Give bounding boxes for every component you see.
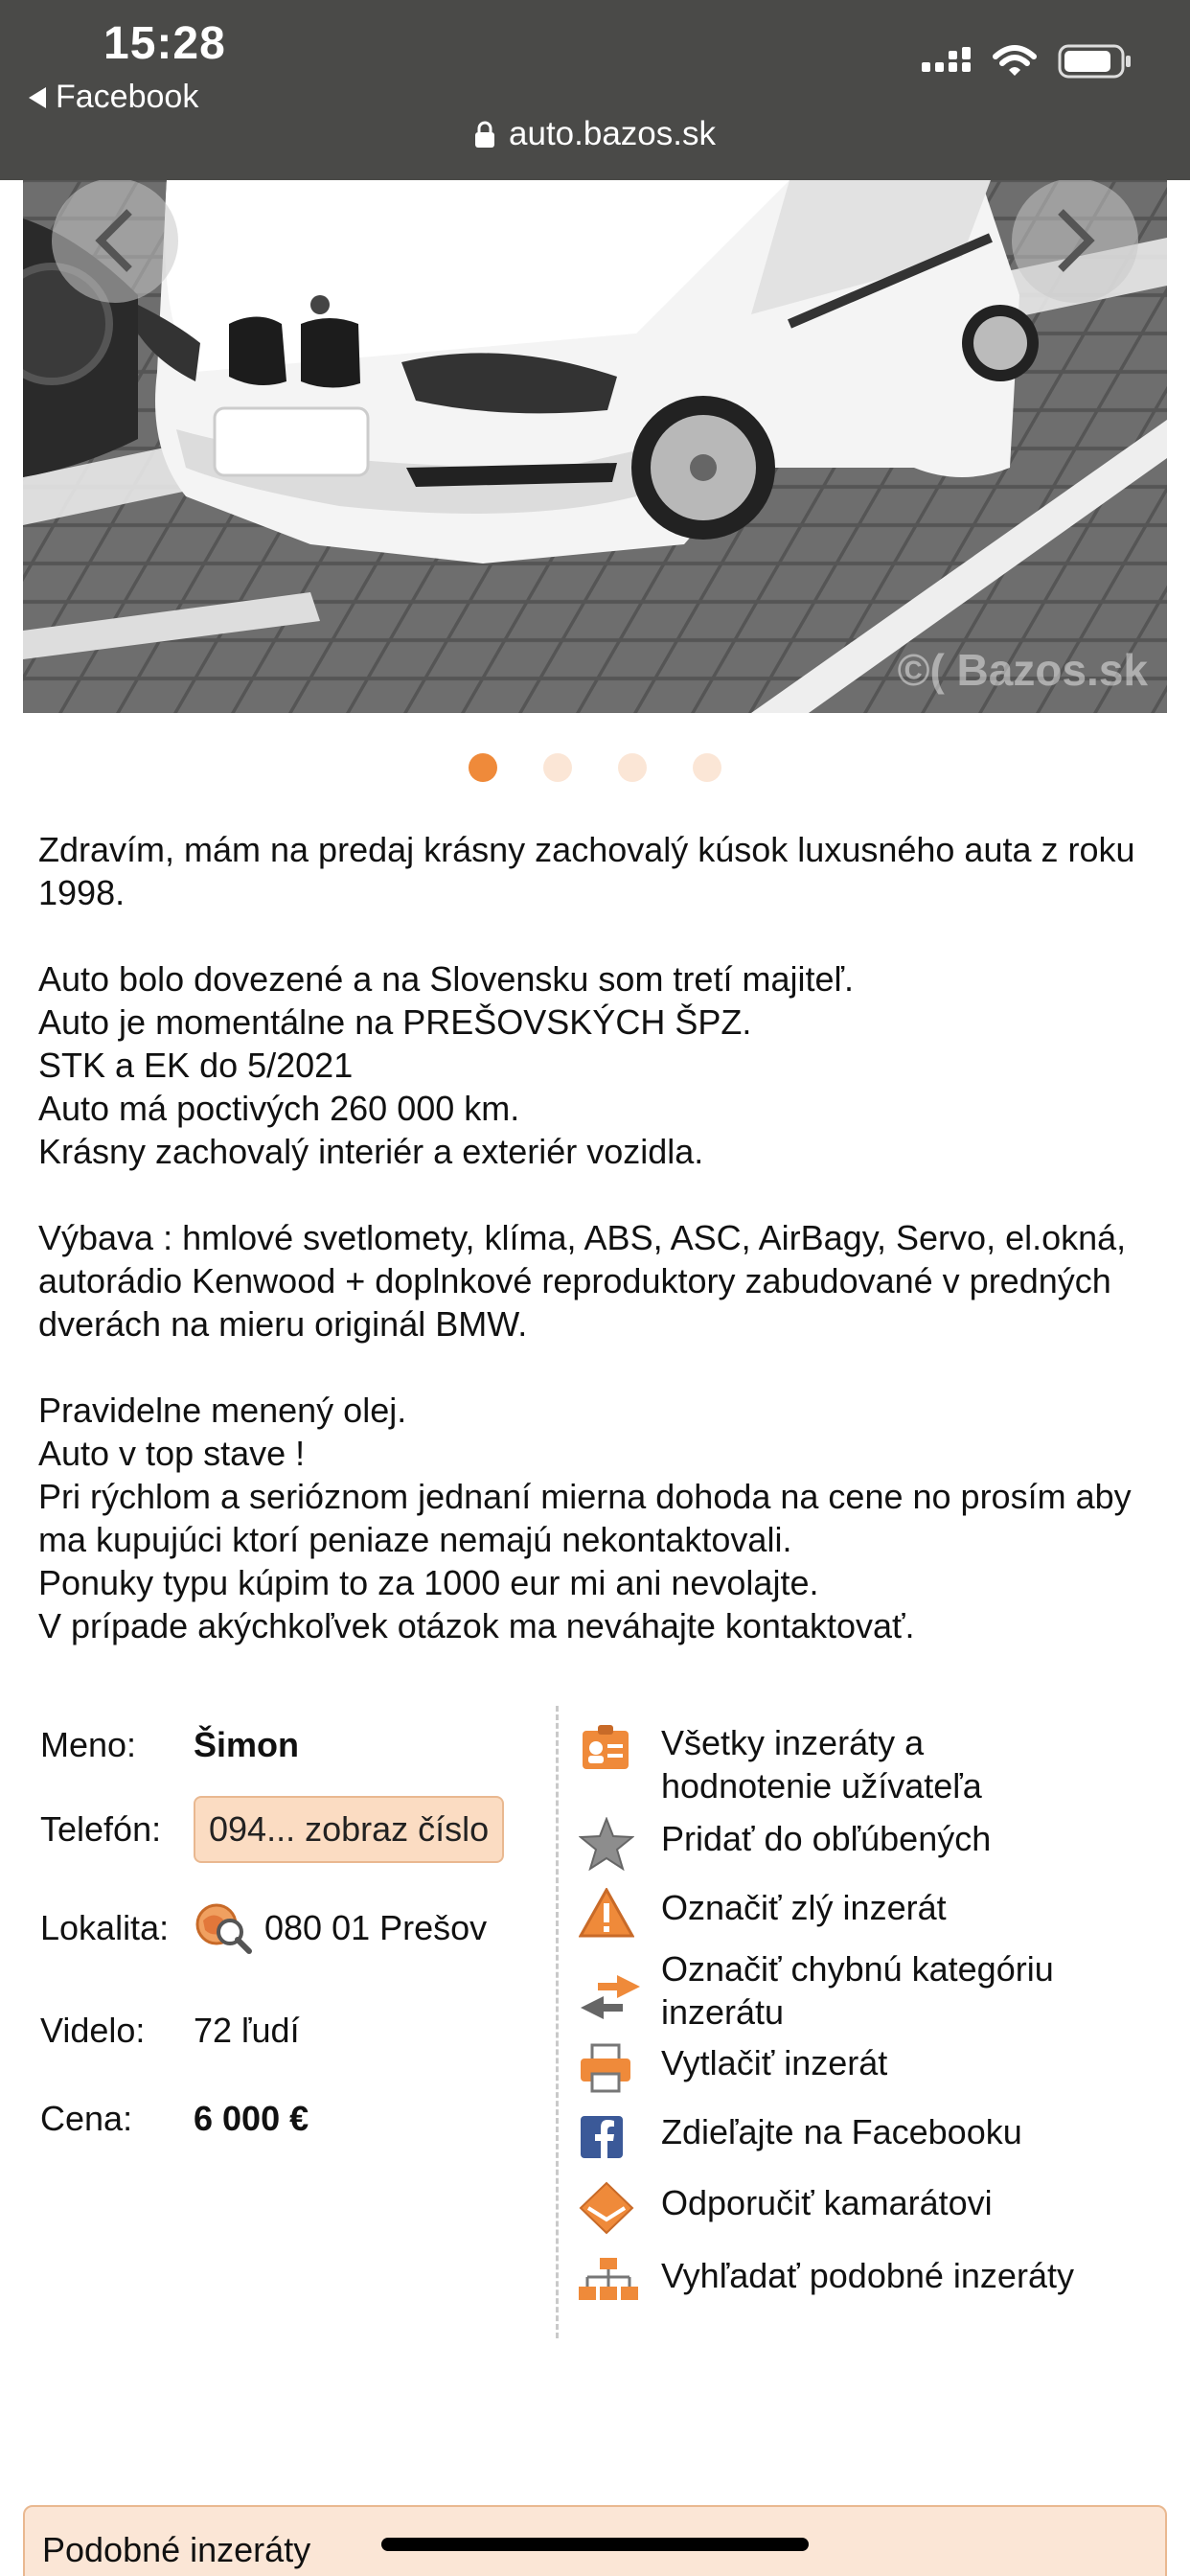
action-label: Všetky inzeráty a hodnotenie užívateľa xyxy=(661,1723,982,1806)
description-paragraph: Auto bolo dovezené a na Slovensku som tretí majiteľ. Auto je momentálne na PREŠOVSKÝCH ŠPZ. STK a EK do 5/2021 Auto má poctivých 260 000 km. Krásny zachovalý interiér a exteriér vozidla. xyxy=(38,959,854,1171)
map-search-icon[interactable] xyxy=(194,1901,255,1955)
gallery-next-button[interactable] xyxy=(1012,180,1138,303)
phone-row xyxy=(40,1796,504,1863)
price-value: 6 000 € xyxy=(194,2099,309,2138)
status-time: 15:28 xyxy=(103,18,226,69)
gallery-dot[interactable] xyxy=(469,753,497,782)
location-value: 080 01 Prešov xyxy=(264,1908,488,1947)
location-row xyxy=(40,1901,487,1955)
views-row xyxy=(40,2011,300,2051)
show-phone-button[interactable]: 094... zobraz číslo xyxy=(194,1796,504,1863)
share-facebook-link[interactable] xyxy=(579,2110,1022,2164)
sitemap-icon xyxy=(579,2256,638,2306)
signal-icon xyxy=(922,47,972,76)
all-user-ads-link[interactable] xyxy=(579,1721,982,1807)
back-app-label: Facebook xyxy=(56,79,199,115)
url-text: auto.bazos.sk xyxy=(509,115,716,152)
star-icon xyxy=(579,1817,634,1871)
action-label: Označiť chybnú kategóriu inzerátu xyxy=(661,1949,1054,2032)
gallery-pagination xyxy=(0,753,1190,782)
back-triangle-icon xyxy=(29,87,46,108)
recommend-friend-link[interactable] xyxy=(579,2181,993,2235)
address-bar[interactable] xyxy=(0,115,1190,153)
location-label: Lokalita: xyxy=(40,1908,170,1947)
report-bad-ad-link[interactable] xyxy=(579,1886,947,1940)
gallery-dot[interactable] xyxy=(618,753,647,782)
battery-icon xyxy=(1058,44,1133,79)
envelope-icon xyxy=(579,2181,634,2235)
phone-label: Telefón: xyxy=(40,1809,162,1849)
home-indicator[interactable] xyxy=(381,2538,809,2551)
gallery-dot[interactable] xyxy=(693,753,721,782)
name-label: Meno: xyxy=(40,1725,137,1764)
facebook-icon xyxy=(579,2114,625,2160)
car-photo xyxy=(23,180,1167,713)
action-label: Zdieľajte na Facebooku xyxy=(661,2112,1022,2151)
action-label: Odporučiť kamarátovi xyxy=(661,2183,993,2222)
warning-icon xyxy=(579,1888,634,1938)
action-label: Pridať do obľúbených xyxy=(661,1819,992,1858)
print-ad-link[interactable] xyxy=(579,2041,887,2095)
wifi-icon xyxy=(993,45,1037,78)
gallery-watermark: ©( Bazos.sk xyxy=(897,645,1148,695)
status-icons xyxy=(922,44,1133,79)
info-divider xyxy=(556,1706,559,2338)
lock-icon xyxy=(474,120,495,149)
seller-name: Šimon xyxy=(194,1725,300,1764)
price-row xyxy=(40,2099,309,2139)
photo-gallery[interactable] xyxy=(23,180,1167,713)
gallery-dot[interactable] xyxy=(543,753,572,782)
views-label: Videlo: xyxy=(40,2011,146,2050)
description-paragraph: Zdravím, mám na predaj krásny zachovalý kúsok luxusného auta z roku 1998. xyxy=(38,830,1135,912)
search-similar-link[interactable] xyxy=(579,2254,1074,2308)
similar-ads-label: Podobné inzeráty xyxy=(42,2530,311,2569)
price-label: Cena: xyxy=(40,2099,133,2138)
back-to-app-button[interactable] xyxy=(29,79,198,116)
user-card-icon xyxy=(579,1721,632,1775)
add-to-favorites-link[interactable] xyxy=(579,1817,991,1871)
views-value: 72 ľudí xyxy=(194,2011,300,2050)
swap-arrows-icon xyxy=(579,1973,642,2021)
name-row xyxy=(40,1725,299,1765)
gallery-prev-button[interactable] xyxy=(52,180,178,303)
description-paragraph: Výbava : hmlové svetlomety, klíma, ABS, ASC, AirBagy, Servo, el.okná, autorádio Kenwood + doplnkové reproduktory zabudované v predných dverách na mieru originál BMW. xyxy=(38,1218,1127,1344)
browser-top-bar xyxy=(0,0,1190,180)
description-paragraph: Pravidelne menený olej. Auto v top stave ! Pri rýchlom a serióznom jednaní mierna dohoda na cene no prosím aby ma kupujúci ktorí peniaze nemajú nekontaktovali. Ponuky typu kúpim to za 1000 eur mi ani nevolajte. V prípade akýchkoľvek otázok ma neváhajte kontaktovať. xyxy=(38,1391,1132,1645)
report-wrong-category-link[interactable] xyxy=(579,1947,1054,2034)
chevron-right-icon xyxy=(1051,206,1099,275)
chevron-left-icon xyxy=(91,206,139,275)
ad-description xyxy=(38,828,1159,1647)
action-label: Označiť zlý inzerát xyxy=(661,1888,947,1927)
printer-icon xyxy=(579,2043,632,2093)
action-label: Vyhľadať podobné inzeráty xyxy=(661,2256,1074,2295)
action-label: Vytlačiť inzerát xyxy=(661,2043,888,2082)
